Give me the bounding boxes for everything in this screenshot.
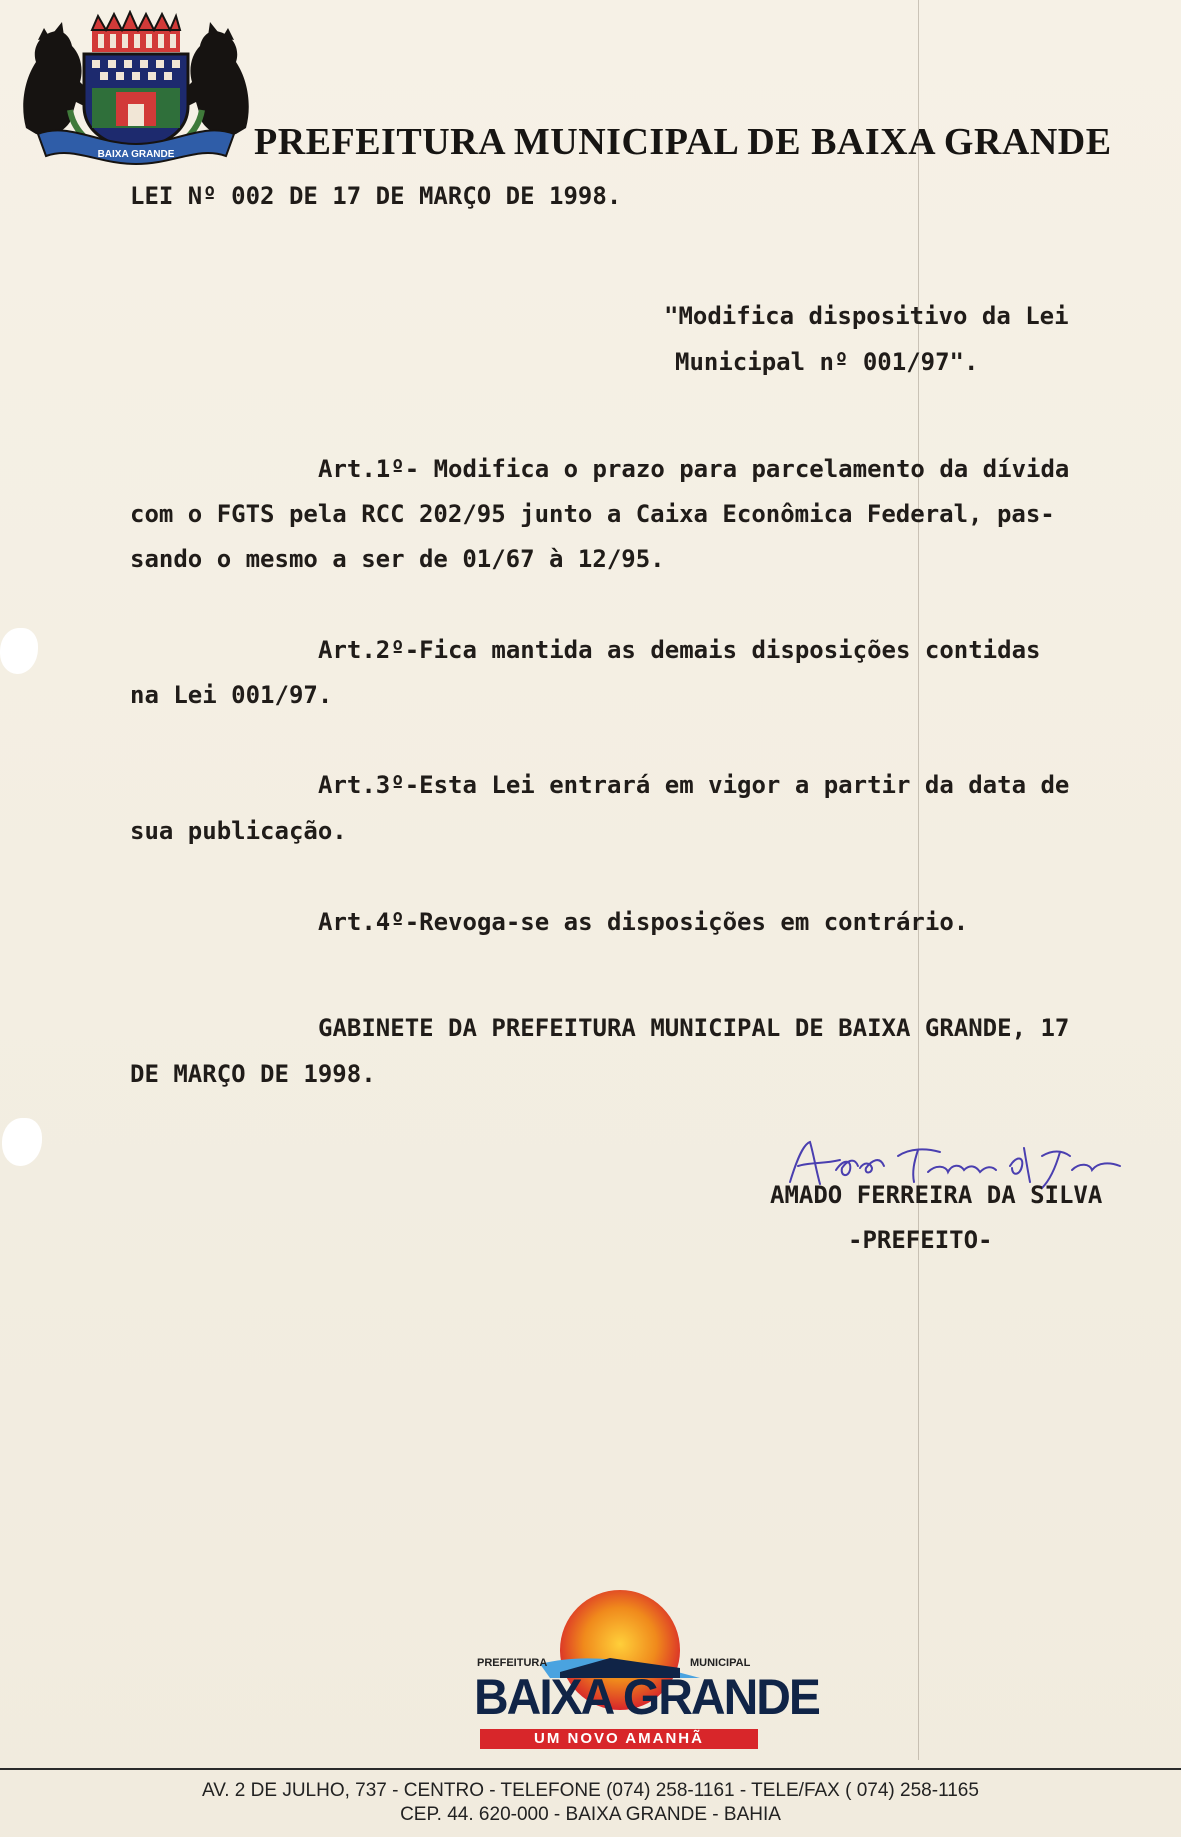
article-4-line: Art.4º-Revoga-se as disposições em contrário. xyxy=(318,908,969,936)
footer-address: AV. 2 DE JULHO, 737 - CENTRO - TELEFONE (074) 258-1161 - TELE/FAX ( 074) 258-1165 xyxy=(202,1780,979,1801)
signer-role: -PREFEITO- xyxy=(848,1226,993,1254)
article-2-line: na Lei 001/97. xyxy=(130,681,333,709)
signer-name: AMADO FERREIRA DA SILVA xyxy=(770,1181,1103,1209)
article-1-line: com o FGTS pela RCC 202/95 junto a Caixa Econômica Federal, pas- xyxy=(130,500,1055,528)
page-title: PREFEITURA MUNICIPAL DE BAIXA GRANDE xyxy=(254,121,1112,163)
closing-line: DE MARÇO DE 1998. xyxy=(130,1060,376,1088)
paper-fold-line xyxy=(918,0,919,1760)
law-ementa-line: Municipal nº 001/97". xyxy=(675,348,979,376)
law-number: LEI Nº 002 DE 17 DE MARÇO DE 1998. xyxy=(130,182,622,210)
logo-prefix-left: PREFEITURA xyxy=(477,1657,548,1669)
logo-name: BAIXA GRANDE xyxy=(474,1669,819,1726)
article-1-line: sando o mesmo a ser de 01/67 à 12/95. xyxy=(130,545,665,573)
logo-prefix-right: MUNICIPAL xyxy=(690,1657,751,1669)
law-ementa-line: "Modifica dispositivo da Lei xyxy=(664,302,1069,330)
coat-of-arms-icon xyxy=(18,10,254,168)
article-2-line: Art.2º-Fica mantida as demais disposições contidas xyxy=(318,636,1041,664)
logo-tagline: UM NOVO AMANHÃ xyxy=(480,1729,758,1749)
article-1-line: Art.1º- Modifica o prazo para parcelamento da dívida xyxy=(318,455,1070,483)
footer-divider xyxy=(0,1768,1181,1770)
footer-cep: CEP. 44. 620-000 - BAIXA GRANDE - BAHIA xyxy=(400,1804,781,1825)
article-3-line: Art.3º-Esta Lei entrará em vigor a partir da data de xyxy=(318,771,1070,799)
closing-line: GABINETE DA PREFEITURA MUNICIPAL DE BAIXA GRANDE, 17 xyxy=(318,1014,1070,1042)
svg-text:BAIXA GRANDE: BAIXA GRANDE xyxy=(97,149,175,160)
article-3-line: sua publicação. xyxy=(130,817,347,845)
